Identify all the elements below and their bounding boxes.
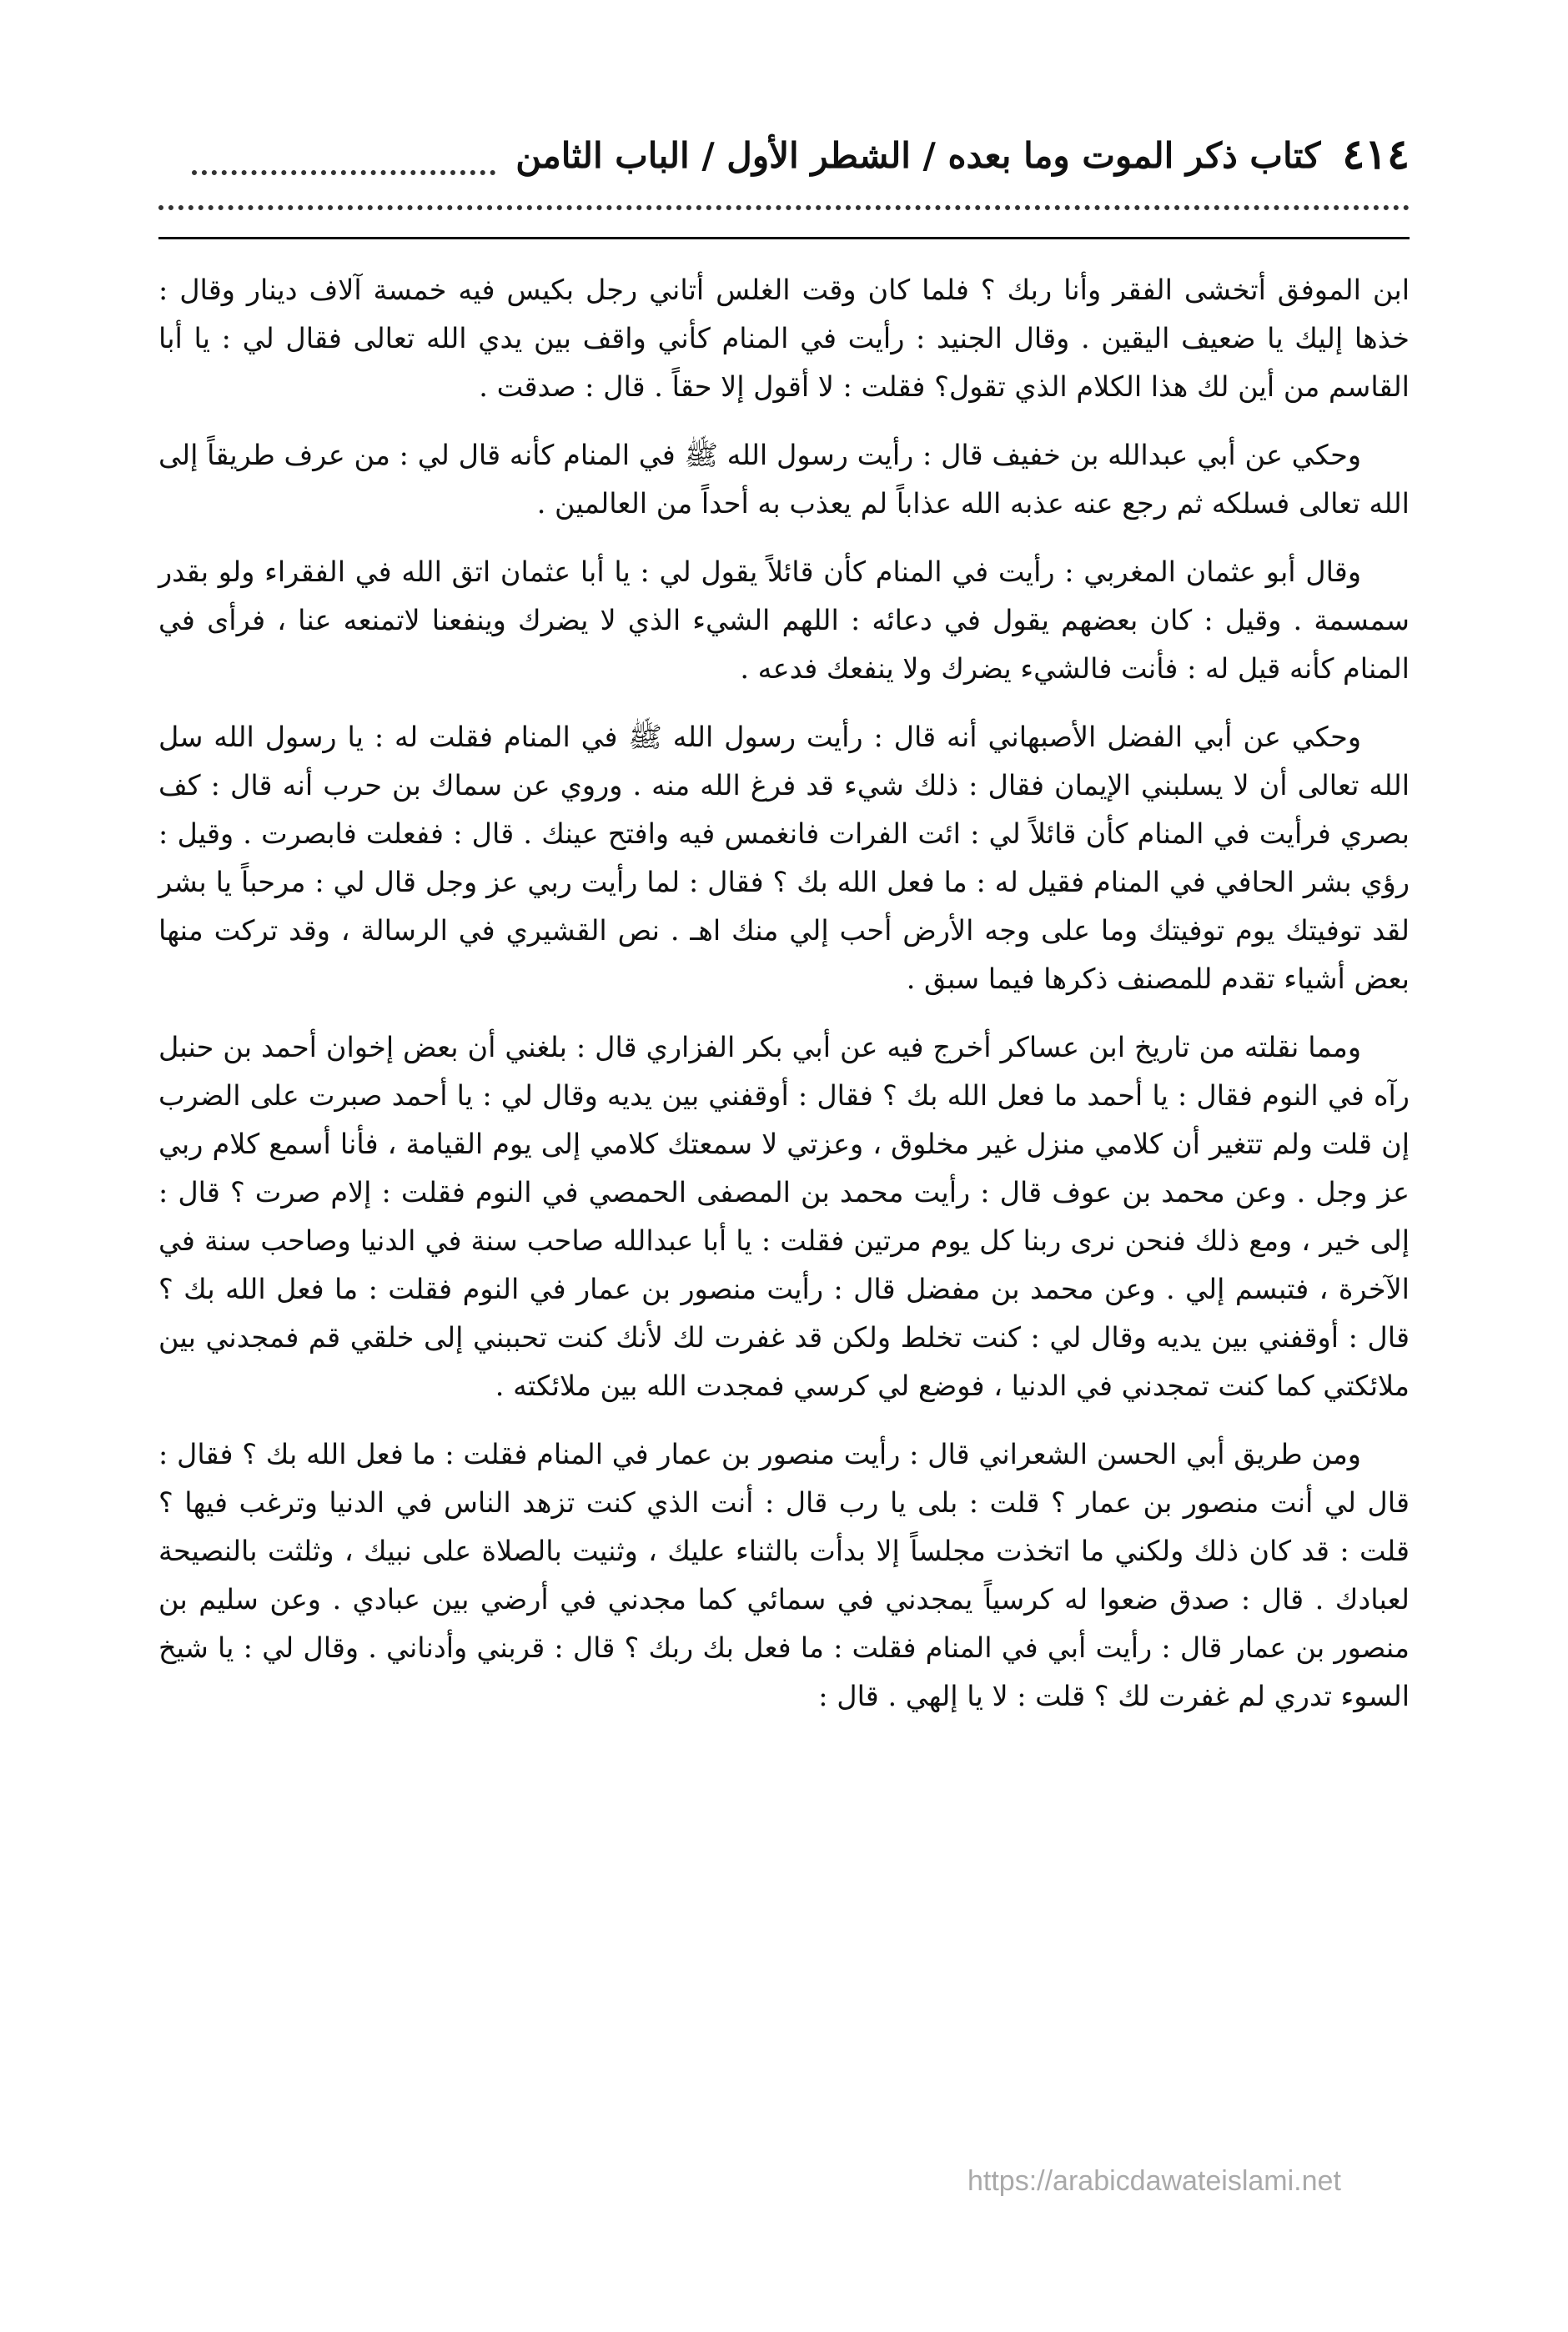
paragraph-3: وقال أبو عثمان المغربي : رأيت في المنام كأن قائلاً يقول لي : يا أبا عثمان اتق الله في الفقراء ولو بقدر سمسمة . وقيل : كان بعضهم يقول في دعائه : اللهم الشيء الذي لا يضرك وينفعنا لاتمنعه عنا ، فرأى في المنام كأنه قيل له : فأنت فالشيء يضرك ولا ينفعك فدعه .: [158, 555, 1410, 685]
source-watermark: https://arabicdawateislami.net: [967, 2165, 1341, 2197]
paragraph-1: ابن الموفق أتخشى الفقر وأنا ربك ؟ فلما كان وقت الغلس أتاني رجل بكيس فيه خمسة آلاف دينار وقال : خذها إليك يا ضعيف اليقين . وقال الجنيد : رأيت في المنام كأني واقف بين يدي الله تعالى فقال لي : يا أبا القاسم من أين لك هذا الكلام الذي تقول؟ فقلت : لا أقول إلا حقاً . قال : صدقت .: [158, 274, 1410, 403]
body-text: [158, 266, 1410, 1721]
header-rule: [158, 237, 1410, 239]
paragraph-2: وحكي عن أبي عبدالله بن خفيف قال : رأيت رسول الله ﷺ في المنام كأنه قال لي : من عرف طريقاً إلى الله تعالى فسلكه ثم رجع عنه عذبه الله عذاباً لم يعذب به أحداً من العالمين .: [158, 439, 1410, 520]
paragraph-5: ومما نقلته من تاريخ ابن عساكر أخرج فيه عن أبي بكر الفزاري قال : بلغني أن بعض إخوان أحمد بن حنبل رآه في النوم فقال : يا أحمد ما فعل الله بك ؟ فقال : أوقفني بين يديه وقال لي : يا أحمد صبرت على الضرب إن قلت ولم تتغير أن كلامي منزل غير مخلوق ، وعزتي لا سمعتك كلامي إلى يوم القيامة ، فأنا أسمع كلام ربي عز وجل . وعن محمد بن عوف قال : رأيت محمد بن المصفى الحمصي في النوم فقلت : إلام صرت ؟ قال : إلى خير ، ومع ذلك فنحن نرى ربنا كل يوم مرتين فقلت : يا أبا عبدالله صاحب سنة في الدنيا وصاحب سنة في الآخرة ، فتبسم إلي . وعن محمد بن مفضل قال : رأيت منصور بن عمار في النوم فقلت : ما فعل الله بك ؟ قال : أوقفني بين يديه وقال لي : كنت تخلط ولكن قد غفرت لك لأنك كنت تحببني إلى خلقي قم فمجدني بين ملائكتي كما كنت تمجدني في الدنيا ، فوضع لي كرسي فمجدت الله بين ملائكته .: [158, 1031, 1410, 1402]
running-title: كتاب ذكر الموت وما بعده / الشطر الأول / الباب الثامن: [515, 134, 1321, 176]
paragraph-4: وحكي عن أبي الفضل الأصبهاني أنه قال : رأيت رسول الله ﷺ في المنام فقلت له : يا رسول الله سل الله تعالى أن لا يسلبني الإيمان فقال : ذلك شيء قد فرغ الله منه . وروي عن سماك بن حرب أنه قال : كف بصري فرأيت في المنام كأن قائلاً لي : ائت الفرات فانغمس فيه وافتح عينك . قال : ففعلت فابصرت . وقيل : رؤي بشر الحافي في المنام فقيل له : ما فعل الله بك ؟ فقال : لما رأيت ربي عز وجل قال لي : مرحباً يا بشر لقد توفيتك يوم توفيتك وما على وجه الأرض أحب إلي منك اهـ . نص القشيري في الرسالة ، وقد تركت منها بعض أشياء تقدم للمصنف ذكرها فيما سبق .: [158, 721, 1410, 995]
header-dotted-leader: [192, 152, 495, 175]
paragraph-6: ومن طريق أبي الحسن الشعراني قال : رأيت منصور بن عمار في المنام فقلت : ما فعل الله بك ؟ فقال : قال لي أنت منصور بن عمار ؟ قلت : بلى يا رب قال : أنت الذي كنت تزهد الناس في الدنيا وترغب فيها ؟ قلت : قد كان ذلك ولكني ما اتخذت مجلساً إلا بدأت بالثناء عليك ، وثنيت بالصلاة على نبيك ، وثلثت بالنصيحة لعبادك . قال : صدق ضعوا له كرسياً يمجدني في سمائي كما مجدني في أرضي بين عبادي . وعن سليم بن منصور بن عمار قال : رأيت أبي في المنام فقلت : ما فعل بك ربك ؟ قال : قربني وأدناني . وقال لي : يا شيخ السوء تدري لم غفرت لك ؟ قلت : لا يا إلهي . قال :: [158, 1438, 1410, 1712]
header-dotted-line: [158, 197, 1410, 210]
page-header: [158, 117, 1410, 178]
page-number: ٤١٤: [1342, 129, 1410, 178]
document-page: [158, 117, 1410, 2269]
